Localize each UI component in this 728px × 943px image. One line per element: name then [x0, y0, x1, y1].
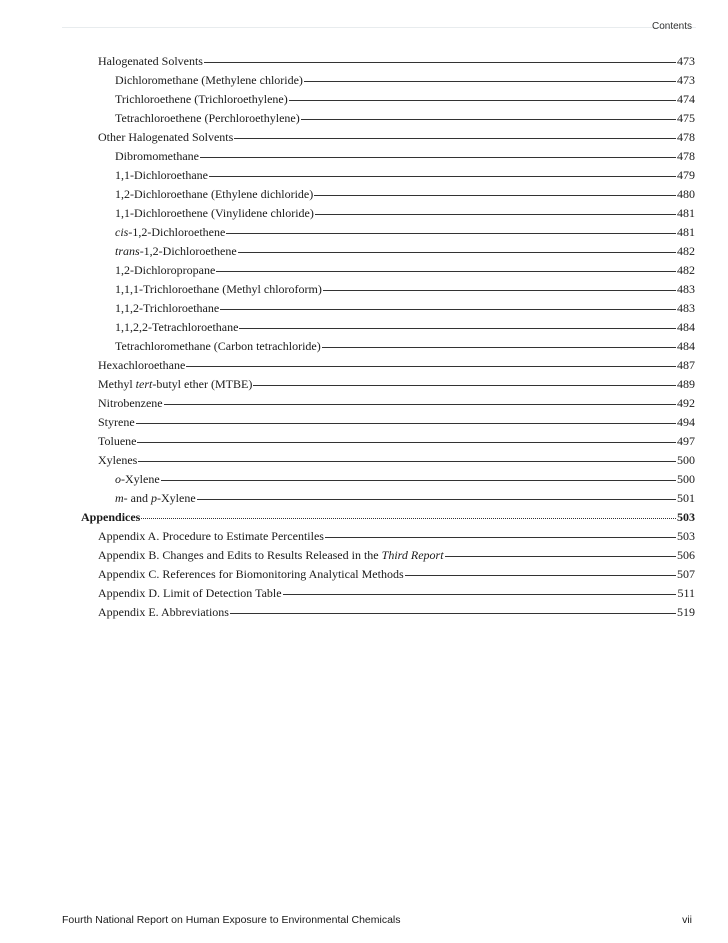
toc-entry-title — [98, 413, 135, 432]
toc-page-number: 475 — [677, 111, 695, 125]
toc-entry-title — [98, 451, 137, 470]
toc-entry-title — [115, 489, 196, 508]
toc-entry-text: Dibromomethane — [115, 149, 199, 163]
toc-leader-line — [200, 157, 676, 158]
toc-entry-text: - and — [123, 491, 151, 505]
toc-entry[interactable] — [98, 375, 695, 394]
toc-entry-text: Halogenated Solvents — [98, 54, 203, 68]
toc-entry-text: Appendix E. Abbreviations — [98, 605, 229, 619]
toc-leader-line — [216, 271, 676, 272]
toc-page-number: 500 — [677, 453, 695, 467]
toc-page-number: 500 — [677, 472, 695, 486]
toc-leader-line — [226, 233, 676, 234]
toc-page-number: 478 — [677, 130, 695, 144]
toc-entry-text: Trichloroethene (Trichloroethylene) — [115, 92, 288, 106]
toc-leader-line — [138, 461, 676, 462]
toc-entry[interactable] — [115, 280, 695, 299]
toc-leader-line — [164, 404, 676, 405]
toc-page-number: 473 — [677, 54, 695, 68]
toc-entry-title — [115, 147, 199, 166]
toc-leader-line — [304, 81, 676, 82]
toc-entry-italic-text: tert — [135, 377, 153, 391]
toc-entry[interactable] — [98, 565, 695, 584]
toc-entry-title — [98, 432, 136, 451]
toc-entry-title — [115, 223, 225, 242]
toc-leader-line — [137, 442, 676, 443]
toc-leader-line — [141, 518, 676, 519]
toc-entry-title — [115, 166, 208, 185]
toc-leader-line — [136, 423, 676, 424]
toc-entry-title — [98, 356, 185, 375]
toc-entry[interactable] — [115, 147, 695, 166]
toc-entry[interactable] — [115, 223, 695, 242]
toc-entry-title — [115, 90, 288, 109]
toc-leader-line — [230, 613, 676, 614]
toc-entry[interactable] — [115, 71, 695, 90]
toc-page-number: 483 — [677, 282, 695, 296]
toc-entry[interactable] — [98, 584, 695, 603]
toc-entry-text: Dichloromethane (Methylene chloride) — [115, 73, 303, 87]
toc-entry-title — [115, 318, 238, 337]
toc-leader-line — [204, 62, 676, 63]
toc-entry-title — [98, 603, 229, 622]
toc-entry-text: -Xylene — [121, 472, 160, 486]
running-header: Contents — [651, 21, 692, 32]
toc-leader-line — [239, 328, 676, 329]
toc-entry[interactable] — [98, 394, 695, 413]
toc-entry-text: Hexachloroethane — [98, 358, 186, 372]
toc-entry-text: 1,1-Dichloroethene (Vinylidene chloride) — [115, 206, 314, 220]
toc-entry-title — [115, 299, 219, 318]
toc-page-number: 497 — [677, 434, 695, 448]
toc-entry-text: 1,2-Dichloroethane (Ethylene dichloride) — [115, 187, 314, 201]
toc-entry-text: 1,1-Dichloroethane — [115, 168, 208, 182]
toc-entry-text: Tetrachloroethene (Perchloroethylene) — [115, 111, 300, 125]
toc-leader-line — [301, 119, 676, 120]
toc-entry[interactable] — [98, 527, 695, 546]
toc-entry-title — [115, 71, 303, 90]
toc-entry-italic-text: p — [151, 491, 157, 505]
toc-entry[interactable] — [115, 204, 695, 223]
toc-entry-italic-text: Third Report — [381, 548, 444, 562]
toc-page-number: 484 — [677, 320, 695, 334]
toc-entry-text: 1,2-Dichloropropane — [115, 263, 216, 277]
toc-entry-text: Appendix D. Limit of Detection Table — [98, 586, 282, 600]
toc-entry-italic-text: o — [115, 472, 121, 486]
toc-leader-line — [238, 252, 676, 253]
toc-entry[interactable] — [98, 128, 695, 147]
toc-page-number: 492 — [677, 396, 695, 410]
toc-leader-line — [209, 176, 676, 177]
toc-leader-line — [323, 290, 676, 291]
toc-entry-title — [115, 204, 314, 223]
toc-entry-text: Styrene — [98, 415, 135, 429]
toc-entry[interactable] — [98, 432, 695, 451]
toc-leader-line — [234, 138, 676, 139]
toc-page-number: 503 — [677, 529, 695, 543]
toc-page-number: 484 — [677, 339, 695, 353]
toc-entry[interactable] — [98, 603, 695, 622]
toc-page-number: 506 — [677, 548, 695, 562]
toc-entry-title — [115, 470, 160, 489]
toc-entry-text: Appendix A. Procedure to Estimate Percentiles — [98, 529, 324, 543]
footer-report-title: Fourth National Report on Human Exposure to Environmental Chemicals — [62, 914, 401, 926]
toc-page-number: 481 — [677, 225, 695, 239]
toc-entry-title — [115, 109, 300, 128]
toc-leader-line — [315, 214, 676, 215]
toc-entry-text: Tetrachloromethane (Carbon tetrachloride) — [115, 339, 321, 353]
toc-page-number: 487 — [677, 358, 695, 372]
toc-page-number: 494 — [677, 415, 695, 429]
toc-entry-text: -1,2-Dichloroethene — [139, 244, 237, 258]
toc-leader-line — [220, 309, 676, 310]
toc-page-number: 483 — [677, 301, 695, 315]
toc-entry-title — [115, 242, 237, 261]
toc-entry-text: Nitrobenzene — [98, 396, 163, 410]
toc-page-number: 479 — [677, 168, 695, 182]
toc-entry-text: Appendix C. References for Biomonitoring Analytical Methods — [98, 567, 404, 581]
header-rule — [62, 27, 696, 28]
toc-page-number: 482 — [677, 244, 695, 258]
toc-entry-title — [98, 375, 252, 394]
toc-entry[interactable] — [115, 299, 695, 318]
toc-entry-title — [115, 280, 322, 299]
toc-page-number: 507 — [677, 567, 695, 581]
toc-entry-text: -butyl ether (MTBE) — [152, 377, 253, 391]
toc-entry[interactable] — [115, 109, 695, 128]
toc-entry-text: Methyl — [98, 377, 136, 391]
toc-entry-text: -Xylene — [157, 491, 196, 505]
toc-entry-title — [81, 508, 140, 527]
toc-page-number: 481 — [677, 206, 695, 220]
toc-entry[interactable] — [98, 356, 695, 375]
toc-page-number: 480 — [677, 187, 695, 201]
toc-leader-line — [186, 366, 676, 367]
toc-page-number: 474 — [677, 92, 695, 106]
toc-entry-text: Other Halogenated Solvents — [98, 130, 234, 144]
toc-leader-line — [325, 537, 676, 538]
toc-entry-text: Appendices — [81, 510, 141, 524]
toc-entry[interactable] — [115, 318, 695, 337]
toc-page-number: 511 — [677, 586, 695, 600]
toc-leader-line — [314, 195, 676, 196]
toc-page-number: 503 — [677, 510, 695, 524]
toc-entry-text: 1,1,1-Trichloroethane (Methyl chloroform) — [115, 282, 322, 296]
toc-entry-title — [115, 261, 215, 280]
toc-entry-title — [98, 546, 444, 565]
toc-leader-line — [197, 499, 676, 500]
toc-leader-line — [161, 480, 676, 481]
toc-entry[interactable] — [115, 337, 695, 356]
toc-entry-text: Toluene — [98, 434, 137, 448]
toc-entry-text: Appendix B. Changes and Edits to Results Released in the — [98, 548, 382, 562]
toc-entry-title — [98, 128, 233, 147]
toc-page-number: 489 — [677, 377, 695, 391]
toc-entry[interactable] — [115, 470, 695, 489]
toc-entry[interactable] — [98, 52, 695, 71]
toc-entry[interactable] — [115, 90, 695, 109]
toc-page-number: 478 — [677, 149, 695, 163]
toc-entry[interactable] — [115, 185, 695, 204]
toc-entry-title — [115, 337, 321, 356]
toc-entry-italic-text: m — [115, 491, 124, 505]
toc-entry[interactable] — [81, 508, 695, 527]
toc-entry-title — [98, 565, 404, 584]
toc-entry[interactable] — [115, 242, 695, 261]
toc-entry-text: 1,1,2,2-Tetrachloroethane — [115, 320, 239, 334]
toc-entry[interactable] — [115, 261, 695, 280]
toc-leader-line — [289, 100, 676, 101]
toc-page-number: 482 — [677, 263, 695, 277]
toc-leader-line — [405, 575, 676, 576]
toc-entry[interactable] — [98, 413, 695, 432]
toc-leader-line — [283, 594, 677, 595]
toc-entry-title — [98, 527, 324, 546]
toc-leader-line — [322, 347, 676, 348]
toc-page-number: 519 — [677, 605, 695, 619]
footer-page-number: vii — [682, 914, 692, 926]
toc-page-number: 473 — [677, 73, 695, 87]
toc-entry-text: Xylenes — [98, 453, 138, 467]
toc-entry-title — [115, 185, 313, 204]
toc-entry-title — [98, 584, 282, 603]
toc-page-number: 501 — [677, 491, 695, 505]
toc-entry-text: -1,2-Dichloroethene — [128, 225, 226, 239]
toc-entry-italic-text: trans — [115, 244, 140, 258]
toc-entry-italic-text: cis — [115, 225, 129, 239]
toc-entry[interactable] — [115, 489, 695, 508]
toc-entry-text: 1,1,2-Trichloroethane — [115, 301, 220, 315]
toc-leader-line — [253, 385, 676, 386]
toc-entry-title — [98, 52, 203, 71]
toc-entry[interactable] — [115, 166, 695, 185]
toc-entry[interactable] — [98, 451, 695, 470]
toc-entry-title — [98, 394, 163, 413]
toc-leader-line — [445, 556, 676, 557]
toc-entry[interactable] — [98, 546, 695, 565]
